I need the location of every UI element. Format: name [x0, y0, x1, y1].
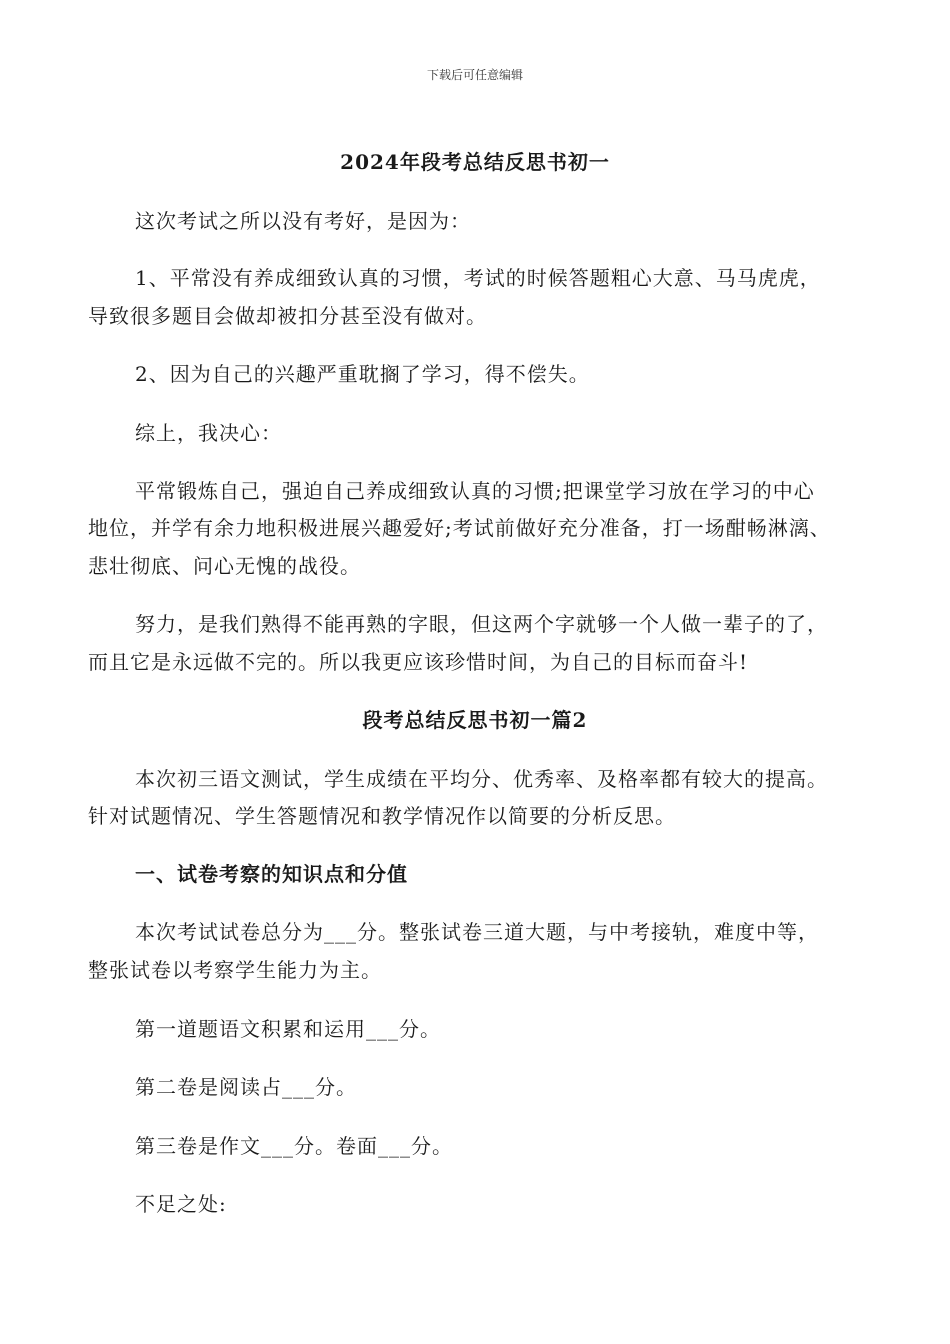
paragraph-resolve-line2: 地位，并学有余力地积极进展兴趣爱好;考试前做好充分准备，打一场酣畅淋漓、: [88, 516, 831, 540]
paragraph-part-three: 第三卷是作文___分。卷面___分。: [135, 1134, 453, 1158]
paragraph-total-score-line2: 整张试卷以考察学生能力为主。: [88, 958, 382, 982]
document-title: 2024年段考总结反思书初一: [340, 150, 610, 174]
section-title-2: 段考总结反思书初一篇2: [362, 708, 588, 732]
paragraph-resolve-line1: 平常锻炼自己，强迫自己养成细致认真的习惯;把课堂学习放在学习的中心: [135, 479, 815, 503]
paragraph-test-summary-line2: 针对试题情况、学生答题情况和教学情况作以简要的分析反思。: [88, 804, 676, 828]
header-note: 下载后可任意编辑: [426, 68, 523, 82]
paragraph-shortcomings: 不足之处:: [135, 1192, 227, 1216]
paragraph-reason-1-line1: 1、平常没有养成细致认真的习惯，考试的时候答题粗心大意、马马虎虎，: [135, 266, 821, 290]
paragraph-resolve-line3: 悲壮彻底、问心无愧的战役。: [88, 554, 361, 578]
paragraph-part-one: 第一道题语文积累和运用___分。: [135, 1017, 441, 1041]
paragraph-reason-2: 2、因为自己的兴趣严重耽搁了学习，得不偿失。: [135, 362, 590, 386]
paragraph-test-summary-line1: 本次初三语文测试，学生成绩在平均分、优秀率、及格率都有较大的提高。: [135, 767, 828, 791]
section-heading-knowledge-points: 一、试卷考察的知识点和分值: [135, 862, 408, 886]
paragraph-effort-line2: 而且它是永远做不完的。所以我更应该珍惜时间，为自己的目标而奋斗!: [88, 650, 749, 674]
paragraph-total-score-line1: 本次考试试卷总分为___分。整张试卷三道大题，与中考接轨，难度中等，: [135, 920, 819, 944]
paragraph-resolve-intro: 综上，我决心：: [135, 421, 282, 445]
paragraph-reason-1-line2: 导致很多题目会做却被扣分甚至没有做对。: [88, 304, 487, 328]
paragraph-effort-line1: 努力，是我们熟得不能再熟的字眼，但这两个字就够一个人做一辈子的了，: [135, 612, 828, 636]
paragraph-reason-intro: 这次考试之所以没有考好，是因为：: [135, 209, 471, 233]
paragraph-part-two: 第二卷是阅读占___分。: [135, 1075, 357, 1099]
